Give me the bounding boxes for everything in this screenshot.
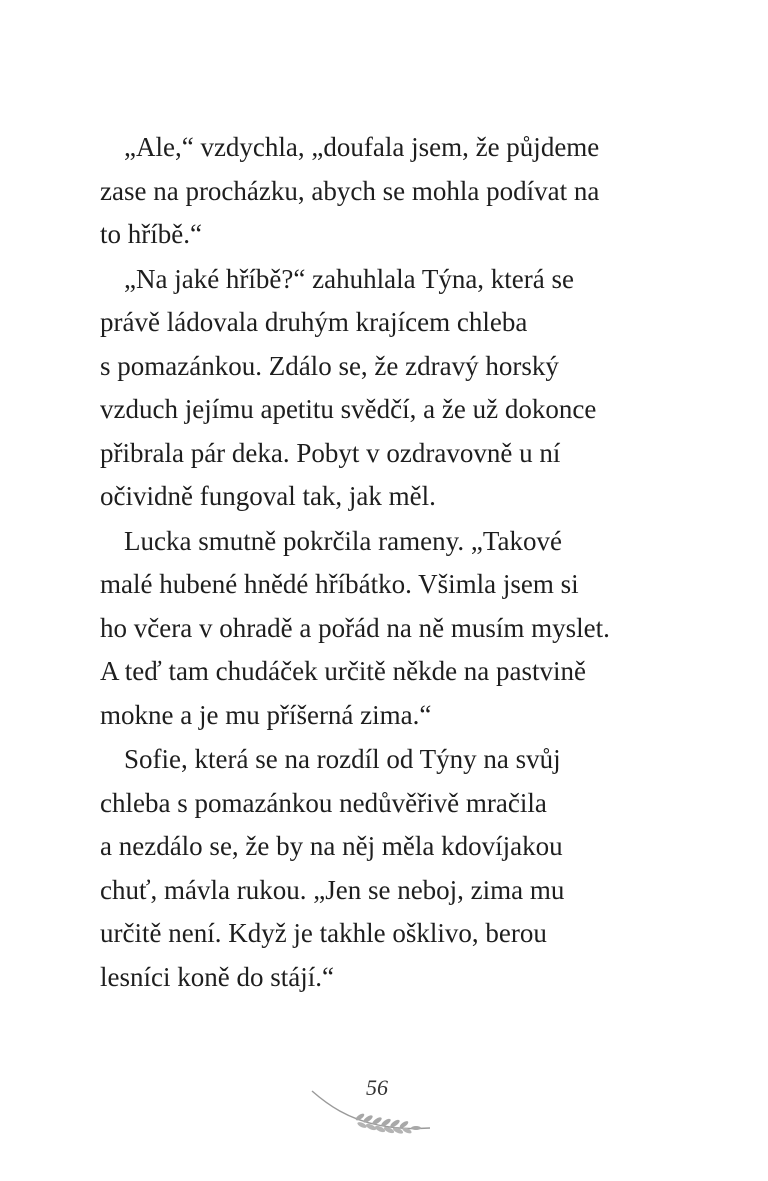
text-line: vzduch jejímu apetitu svědčí, a že už dokonce — [100, 394, 597, 424]
text-line: s pomazánkou. Zdálo se, že zdravý horský — [100, 350, 559, 381]
text-line: chuť, mávla rukou. „Jen se neboj, zima mu — [100, 874, 565, 905]
text-line: malé hubené hnědé hříbátko. Všimla jsem si — [100, 569, 579, 599]
text-line: A teď tam chudáček určitě někde na pastvině — [100, 656, 587, 686]
text-line: „Na jaké hříbě?“ zahuhlala Týna, která se — [124, 263, 575, 294]
page-number: 56 — [366, 1075, 388, 1100]
paragraph-3 — [100, 520, 660, 738]
text-line: právě ládovala druhým krajícem chleba — [100, 307, 528, 337]
text-line: přibrala pár deka. Pobyt v ozdravovně u ní — [100, 437, 561, 468]
text-line: ho včera v ohradě a pořád na ně musím myslet. — [100, 612, 610, 643]
text-line: a nezdálo se, že by na něj měla kdovíjakou — [100, 831, 563, 861]
text-line: chleba s pomazánkou nedůvěřivě mračila — [100, 787, 547, 818]
paragraph-4 — [100, 738, 660, 999]
text-line: to hříbě.“ — [100, 219, 202, 249]
text-line: očividně fungoval tak, jak měl. — [100, 481, 436, 511]
text-line: určitě není. Když je takhle ošklivo, berou — [100, 918, 547, 948]
body-text — [100, 126, 660, 999]
text-line: „Ale,“ vzdychla, „doufala jsem, že půjdeme — [124, 132, 600, 162]
text-line: mokne a je mu příšerná zima.“ — [100, 699, 432, 730]
paragraph-2 — [100, 258, 660, 519]
text-line: lesníci koně do stájí.“ — [100, 961, 334, 992]
paragraph-1 — [100, 126, 660, 257]
text-line: zase na procházku, abych se mohla podívat na — [100, 175, 600, 206]
text-line: Lucka smutně pokrčila rameny. „Takové — [124, 525, 562, 556]
text-line: Sofie, která se na rozdíl od Týny na svůj — [124, 744, 561, 774]
